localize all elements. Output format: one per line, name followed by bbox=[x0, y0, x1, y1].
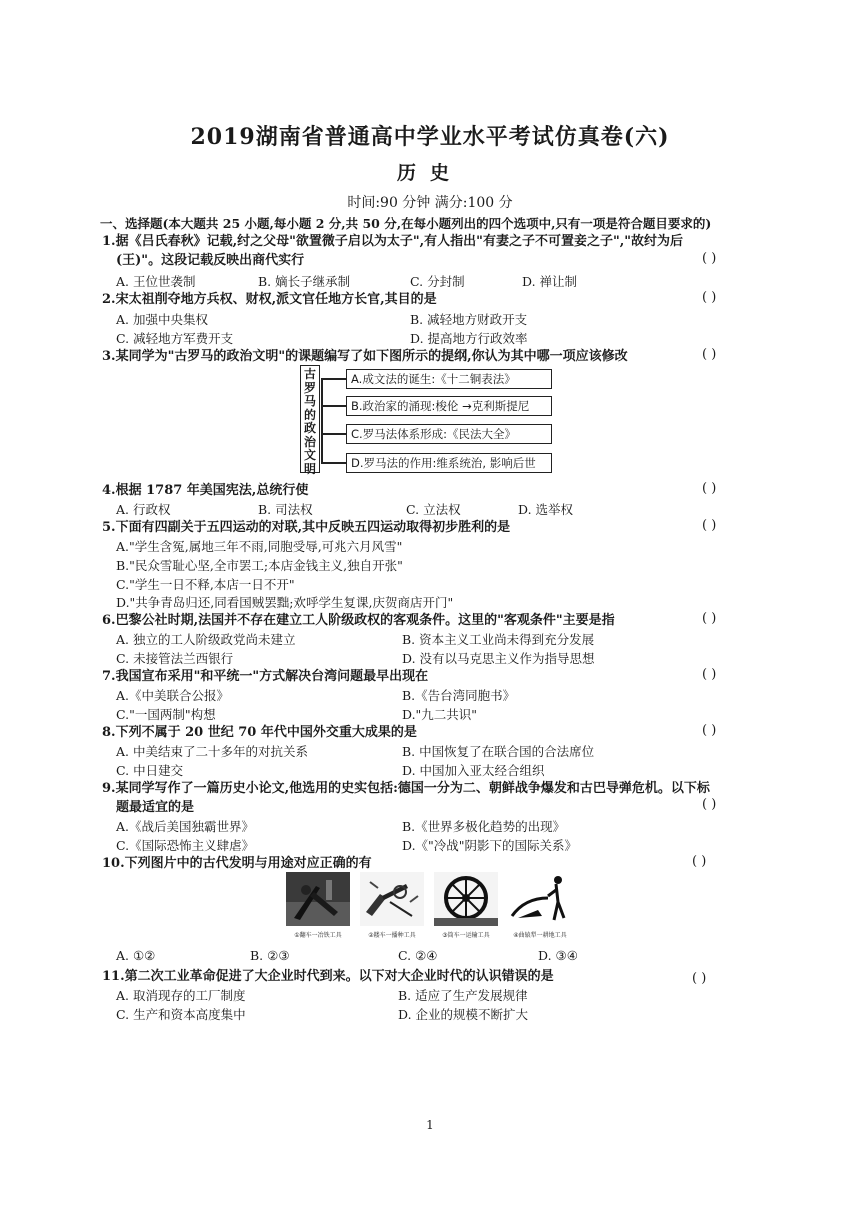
option-b: B. 中国恢复了在联合国的合法席位 bbox=[402, 744, 595, 759]
option-d: D. 企业的规模不断扩大 bbox=[398, 1007, 529, 1022]
answer-paren: ( ) bbox=[702, 251, 717, 266]
question-6 bbox=[102, 611, 615, 630]
exam-meta: 时间:90 分钟 满分:100 分 bbox=[347, 195, 513, 211]
option-d: D. 中国加入亚太经合组织 bbox=[402, 763, 545, 778]
answer-paren: ( ) bbox=[702, 347, 717, 362]
option-c: C. 中日建交 bbox=[116, 763, 184, 778]
subject-title: 历史 bbox=[396, 162, 463, 184]
option-a: A.《中美联合公报》 bbox=[116, 688, 230, 703]
option-d: D. 选举权 bbox=[518, 502, 574, 517]
option-c: C."一国两制"构想 bbox=[116, 707, 216, 722]
question-stem: 5.下面有四副关于五四运动的对联,其中反映五四运动取得初步胜利的是 bbox=[102, 520, 511, 535]
option-a: A. 中美结束了二十多年的对抗关系 bbox=[116, 744, 308, 759]
answer-paren: ( ) bbox=[702, 518, 717, 533]
question-stem: 11.第二次工业革命促进了大企业时代到来。以下对大企业时代的认识错误的是 bbox=[102, 969, 554, 984]
question-7 bbox=[102, 667, 428, 686]
option-b: B. ②③ bbox=[250, 948, 290, 963]
question-11 bbox=[102, 967, 554, 986]
question-9 bbox=[102, 779, 710, 817]
outline-connector bbox=[321, 405, 346, 407]
option-a: A. 独立的工人阶级政党尚未建立 bbox=[116, 632, 296, 647]
option-d: D."共争青岛归还,同看国贼罢黜;欢呼学生复课,庆贺商店开门" bbox=[116, 595, 454, 610]
caption-1: ①翻车一冶铁工具 bbox=[294, 932, 342, 939]
answer-paren: ( ) bbox=[702, 797, 717, 812]
question-stem: 1.据《吕氏春秋》记载,纣之父母"欲置微子启以为太子",有人指出"有妻之子不可置妾之子","故纣为后 bbox=[102, 234, 684, 249]
option-d: D."九二共识" bbox=[402, 707, 478, 722]
answer-paren: ( ) bbox=[692, 971, 707, 986]
option-a: A. 王位世袭制 bbox=[116, 274, 196, 289]
option-c: C. 未接管法兰西银行 bbox=[116, 651, 234, 666]
question-stem: 3.某同学为"古罗马的政治文明"的课题编写了如下图所示的提纲,你认为其中哪一项应该修改 bbox=[102, 349, 628, 364]
option-b: B.《世界多极化趋势的出现》 bbox=[402, 819, 566, 834]
option-b: B. 嫡长子继承制 bbox=[258, 274, 351, 289]
caption-4: ④曲辕犁一耕地工具 bbox=[513, 932, 567, 939]
option-d: D.《"冷战"阴影下的国际关系》 bbox=[402, 838, 578, 853]
question-stem: 9.某同学写作了一篇历史小论文,他选用的史实包括:德国一分为二、朝鲜战争爆发和古巴导弹危机。以下标 bbox=[102, 781, 710, 796]
outline-item-b: B.政治家的涌现:梭伦 →克利斯提尼 bbox=[346, 396, 552, 416]
option-b: B.《告台湾同胞书》 bbox=[402, 688, 516, 703]
question-1 bbox=[102, 232, 683, 270]
option-b: B. 减轻地方财政开支 bbox=[410, 312, 528, 327]
answer-paren: ( ) bbox=[692, 854, 707, 869]
question-8 bbox=[102, 723, 417, 742]
option-d: D. 禅让制 bbox=[522, 274, 578, 289]
section-heading: 一、选择题(本大题共 25 小题,每小题 2 分,共 50 分,在每小题列出的四个选项中,只有一项是符合题目要求的) bbox=[100, 216, 712, 231]
option-d: D. 提高地方行政效率 bbox=[410, 331, 528, 346]
option-b: B. 适应了生产发展规律 bbox=[398, 988, 528, 1003]
invention-pictures bbox=[286, 872, 586, 942]
question-2 bbox=[102, 290, 437, 309]
option-a: A. 取消现存的工厂制度 bbox=[116, 988, 246, 1003]
caption-2: ②耧车一播种工具 bbox=[368, 932, 416, 939]
caption-3: ③筒车一运输工具 bbox=[442, 932, 490, 939]
answer-paren: ( ) bbox=[702, 723, 717, 738]
option-a: A. 行政权 bbox=[116, 502, 171, 517]
question-stem: 4.根据 1787 年美国宪法,总统行使 bbox=[102, 483, 309, 498]
outline-item-c: C.罗马法体系形成:《民法大全》 bbox=[346, 424, 552, 444]
question-stem: 2.宋太祖削夺地方兵权、财权,派文官任地方长官,其目的是 bbox=[102, 292, 437, 307]
option-a: A. ①② bbox=[116, 948, 156, 963]
question-stem: 7.我国宣布采用"和平统一"方式解决台湾问题最早出现在 bbox=[102, 669, 429, 684]
question-stem: 10.下列图片中的古代发明与用途对应正确的有 bbox=[102, 856, 372, 871]
option-b: B."民众雪耻心坚,全市罢工;本店金钱主义,独自开张" bbox=[116, 558, 403, 573]
answer-paren: ( ) bbox=[702, 667, 717, 682]
option-a: A. 加强中央集权 bbox=[116, 312, 208, 327]
option-b: B. 资本主义工业尚未得到充分发展 bbox=[402, 632, 595, 647]
outline-connector bbox=[321, 462, 346, 464]
option-c: C. 分封制 bbox=[410, 274, 465, 289]
outline-topic-box: 古罗马的政治文明 bbox=[300, 365, 320, 473]
question-stem-cont: 题最适宜的是 bbox=[116, 800, 195, 815]
option-c: C. 减轻地方军费开支 bbox=[116, 331, 234, 346]
page-number: 1 bbox=[426, 1118, 434, 1132]
question-4 bbox=[102, 481, 308, 500]
question-10 bbox=[102, 854, 372, 873]
outline-connector bbox=[321, 378, 346, 380]
option-d: D. 没有以马克思主义作为指导思想 bbox=[402, 651, 595, 666]
option-c: C."学生一日不释,本店一日不开" bbox=[116, 577, 295, 592]
option-c: C.《国际恐怖主义肆虐》 bbox=[116, 838, 255, 853]
exam-title: 2019湖南省普通高中学业水平考试仿真卷(六) bbox=[190, 124, 670, 150]
outline-item-a: A.成文法的诞生:《十二铜表法》 bbox=[346, 369, 552, 389]
outline-item-d: D.罗马法的作用:维系统治, 影响后世 bbox=[346, 453, 552, 473]
option-d: D. ③④ bbox=[538, 948, 578, 963]
option-c: C. ②④ bbox=[398, 948, 438, 963]
question-stem: 8.下列不属于 20 世纪 70 年代中国外交重大成果的是 bbox=[102, 725, 417, 740]
answer-paren: ( ) bbox=[702, 290, 717, 305]
option-a: A.《战后美国独霸世界》 bbox=[116, 819, 255, 834]
answer-paren: ( ) bbox=[702, 611, 717, 626]
question-stem-cont: (王)"。这段记载反映出商代实行 bbox=[116, 253, 305, 268]
option-c: C. 立法权 bbox=[406, 502, 461, 517]
question-stem: 6.巴黎公社时期,法国并不存在建立工人阶级政权的客观条件。这里的"客观条件"主要是指 bbox=[102, 613, 615, 628]
quyuanli-picture bbox=[508, 872, 572, 926]
answer-paren: ( ) bbox=[702, 481, 717, 496]
question-3 bbox=[102, 347, 628, 366]
option-c: C. 生产和资本高度集中 bbox=[116, 1007, 246, 1022]
question-5 bbox=[102, 518, 510, 537]
fanche-picture bbox=[286, 872, 350, 926]
tongche-picture bbox=[434, 872, 498, 926]
option-a: A."学生含冤,属地三年不雨,同胞受辱,可兆六月风雪" bbox=[116, 539, 403, 554]
louche-picture bbox=[360, 872, 424, 926]
outline-connector bbox=[321, 433, 346, 435]
option-b: B. 司法权 bbox=[258, 502, 313, 517]
outline-connector bbox=[321, 378, 323, 462]
